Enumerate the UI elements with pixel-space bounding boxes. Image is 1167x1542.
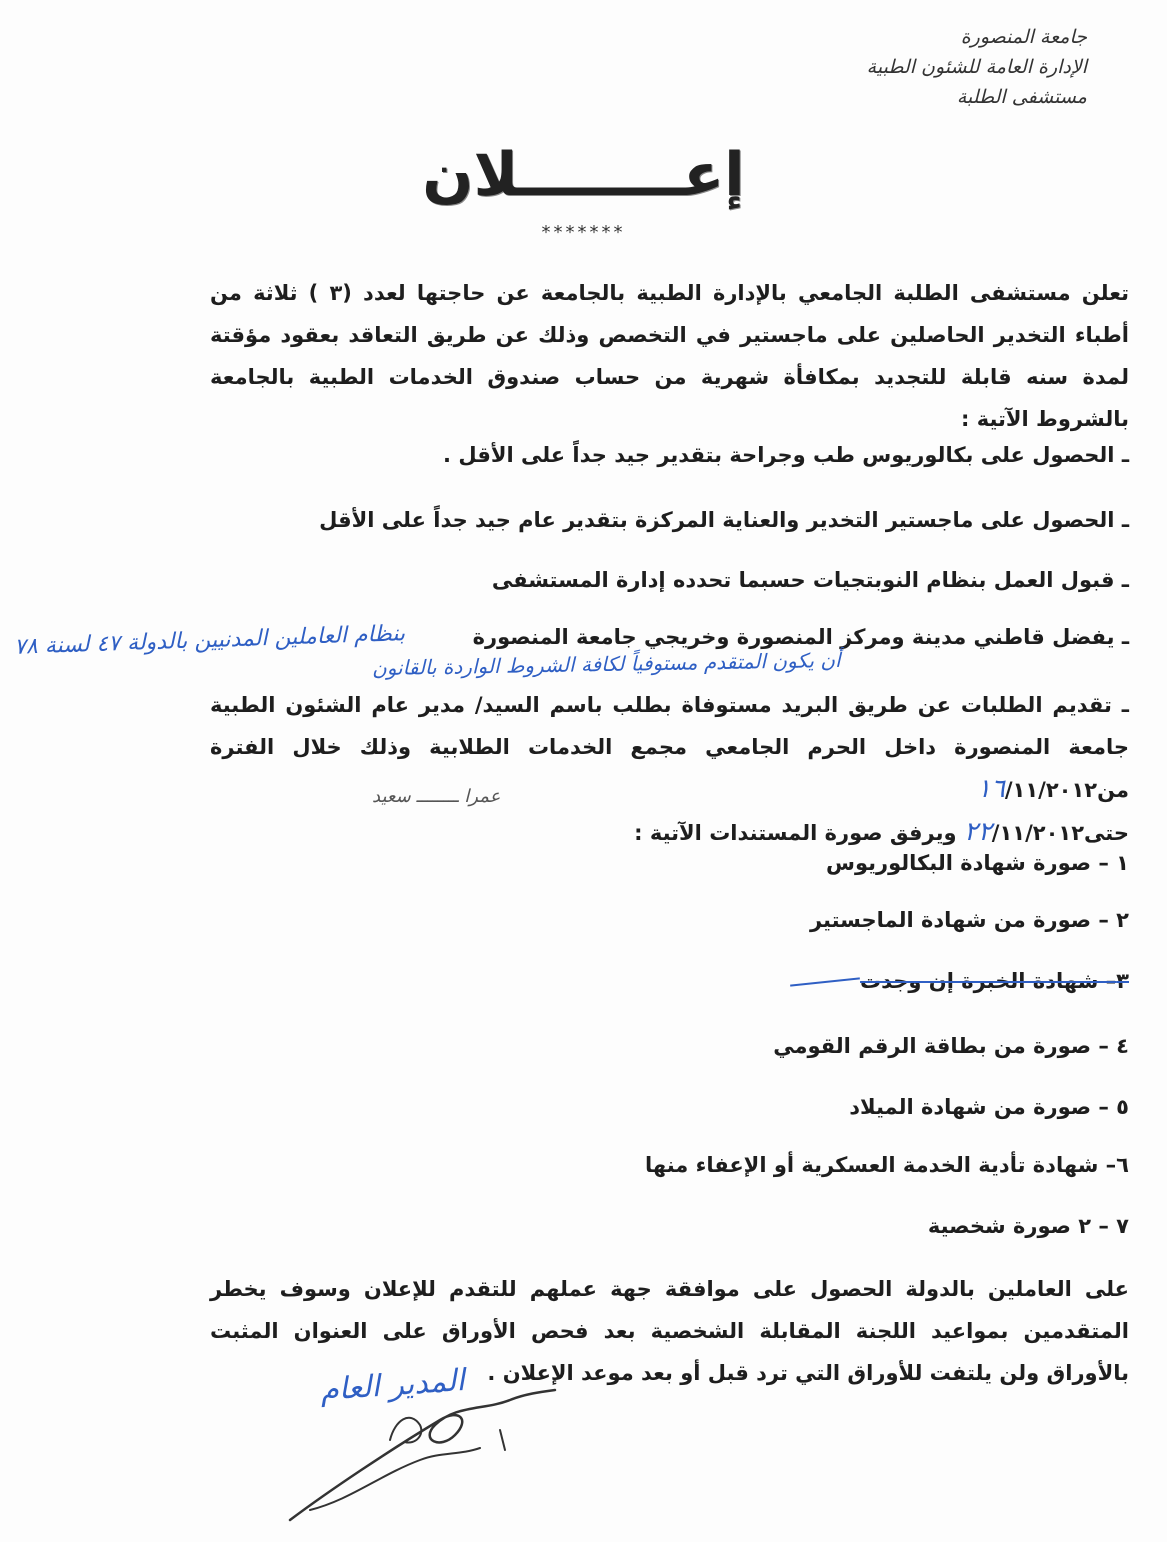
handwritten-signature — [270, 1380, 570, 1530]
application-text-c: حتى — [1084, 821, 1129, 845]
document-item-1: ١ – صورة شهادة البكالوريوس — [825, 851, 1129, 875]
handwritten-director-title: المدير العام — [318, 1362, 466, 1409]
condition-3: ـ قبول العمل بنظام النوبتجيات حسبما تحدده إدارة المستشفى — [491, 568, 1129, 592]
document-item-5: ٥ – صورة من شهادة الميلاد — [849, 1095, 1129, 1119]
document-header — [867, 22, 1087, 112]
closing-paragraph: على العاملين بالدولة الحصول على موافقة جهة عملهم للتقدم للإعلان وسوف يخطر المتقدمين بمواعيد اللجنة المقابلة الشخصية بعد فحص الأوراق على العنوان المثبت بالأوراق ولن يلتفت للأوراق التي ترد قبل أو بعد موعد الإعلان . — [210, 1277, 1129, 1385]
condition-1: ـ الحصول على بكالوريوس طب وجراحة بتقدير جيد جداً على الأقل . — [443, 443, 1129, 467]
document-item-7: ٧ – ٢ صورة شخصية — [927, 1214, 1129, 1238]
title-separator: ******* — [541, 222, 626, 243]
document-item-2: ٢ – صورة من شهادة الماجستير — [809, 908, 1129, 932]
document-item-6: ٦– شهادة تأدية الخدمة العسكرية أو الإعفاء منها — [644, 1153, 1129, 1177]
condition-4: ـ يفضل قاطني مدينة ومركز المنصورة وخريجي جامعة المنصورة — [472, 625, 1129, 649]
application-text-d: /١١/٢٠١٢ ويرفق صورة المستندات الآتية : — [634, 821, 1085, 845]
intro-paragraph: تعلن مستشفى الطلبة الجامعي بالإدارة الطبية بالجامعة عن حاجتها لعدد (٣ ) ثلاثة من أطباء التخدير الحاصلين على ماجستير في التخصص وذلك عن طريق التعاقد بعقود مؤقتة لمدة سنه قابلة للتجديد بمكافأة شهرية من حساب صندوق الخدمات الطبية بالجامعة بالشروط الآتية : — [210, 281, 1129, 431]
handwritten-gray-note: عمرا ــــــــ سعيد — [372, 786, 501, 807]
application-text-a: ـ تقديم الطلبات عن طريق البريد مستوفاة بطلب باسم السيد/ مدير عام الشئون الطبية جامعة المنصورة داخل الحرم الجامعي مجمع الخدمات الطلابية وذلك خلال الفترة من — [210, 693, 1129, 802]
condition-2: ـ الحصول على ماجستير التخدير والعناية المركزة بتقدير عام جيد جداً على الأقل — [319, 508, 1129, 532]
application-paragraph — [210, 684, 1129, 854]
header-university: جامعة المنصورة — [960, 26, 1087, 48]
document-item-3 — [784, 966, 1129, 996]
page-title: إعــــــــلان — [422, 140, 745, 210]
header-department: الإدارة العامة للشئون الطبية — [866, 56, 1087, 78]
handwritten-date-from: ١٦ — [976, 774, 1005, 804]
handwritten-date-to: ٢٢ — [963, 817, 992, 847]
handwritten-strike-mark — [790, 977, 860, 986]
handwritten-added-condition: أن يكون المتقدم مستوفياً لكافة الشروط الواردة بالقانون — [371, 647, 841, 681]
header-hospital: مستشفى الطلبة — [956, 86, 1087, 108]
document-item-4: ٤ – صورة من بطاقة الرقم القومي — [773, 1034, 1129, 1058]
handwritten-margin-note: بنظام العاملين المدنيين بالدولة ٤٧ لسنة ٧٨ — [13, 621, 406, 660]
document-item-3-text: ٣– شهادة الخبرة إن وجدت — [860, 969, 1129, 993]
application-text-b: /١١/٢٠١٢ — [1004, 778, 1098, 802]
